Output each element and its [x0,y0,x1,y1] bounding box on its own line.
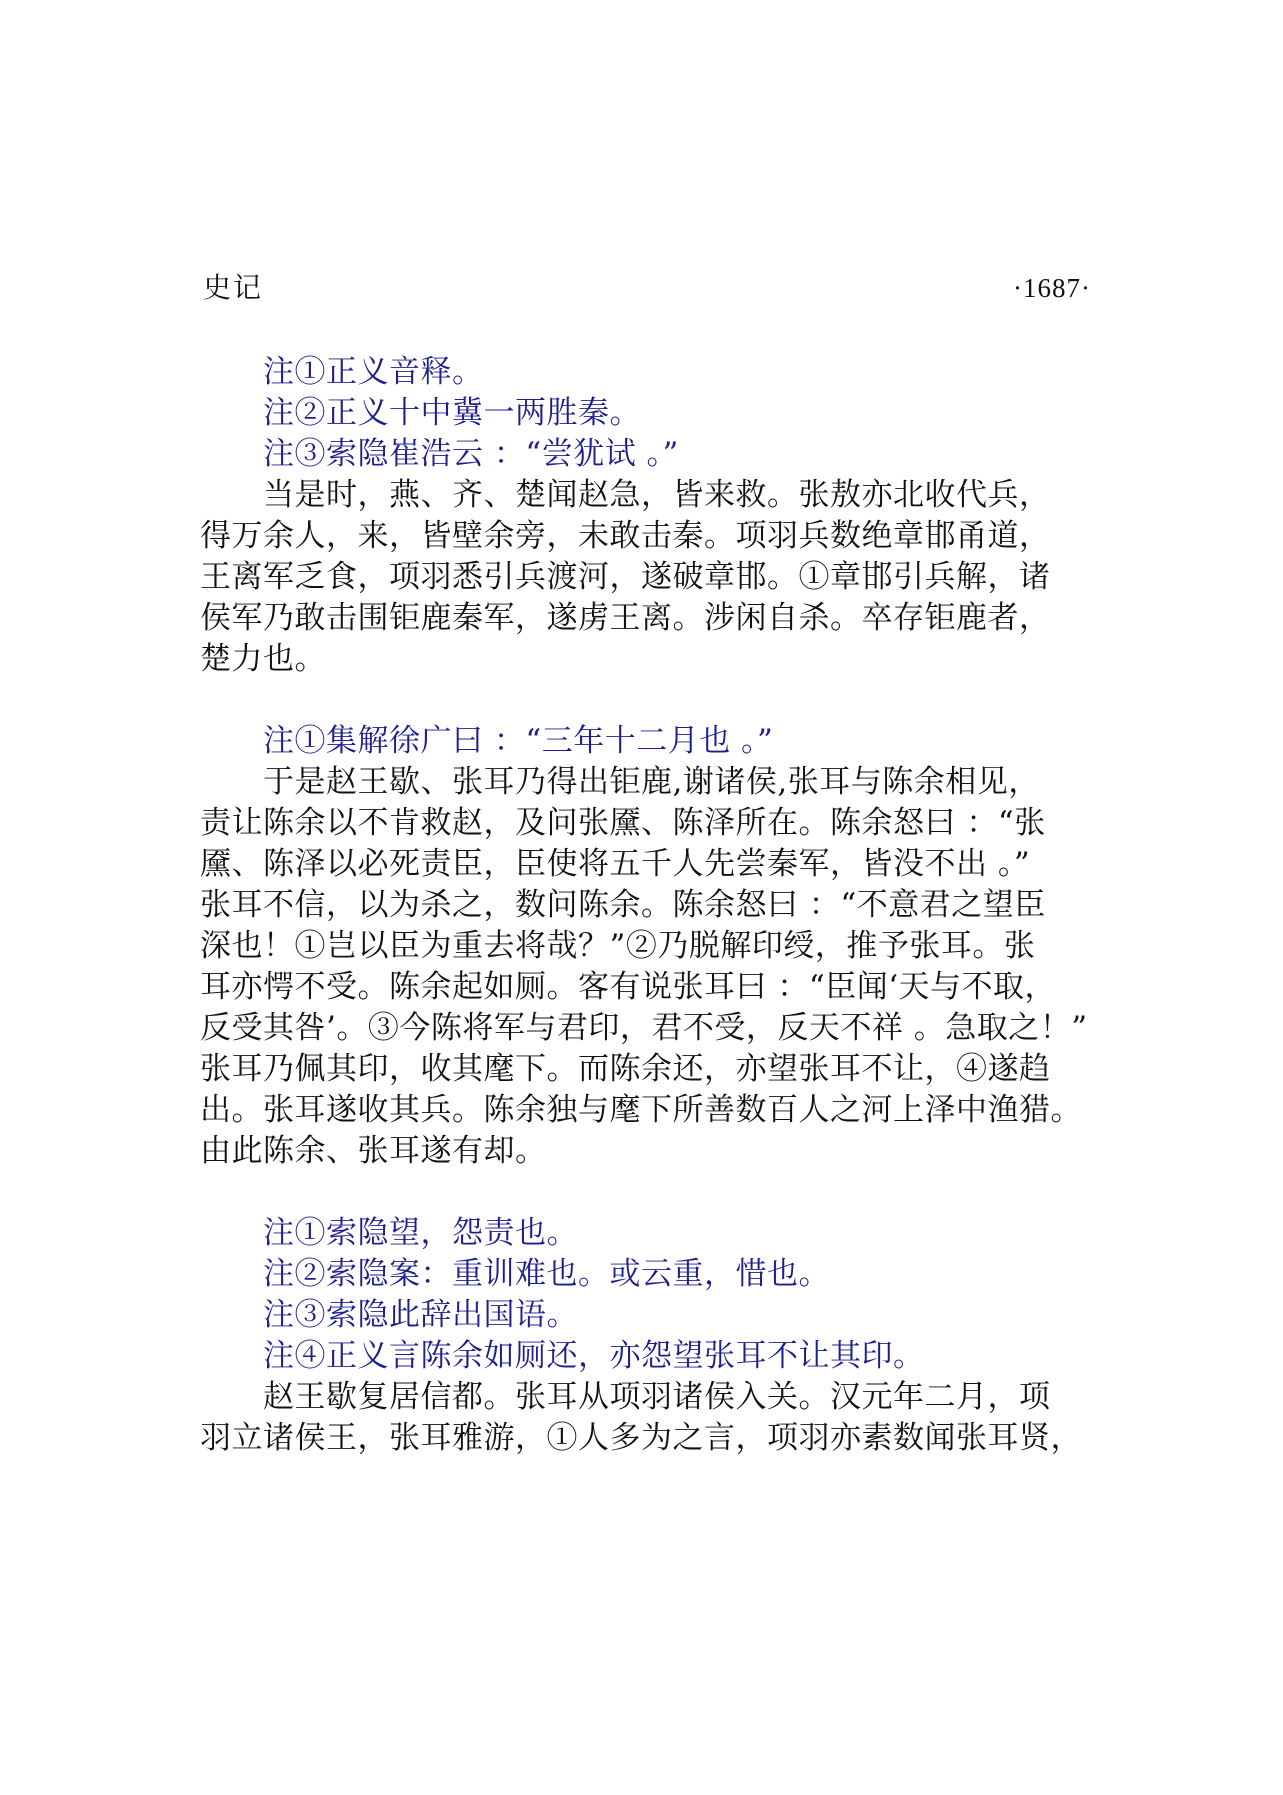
page-number: ·1687· [1013,273,1091,303]
footnote: 注②正义十中冀一两胜秦。 [263,395,641,431]
body-line: 黡、陈泽以必死责臣，臣使将五千人先尝秦军，皆没不出 。” [200,846,1031,882]
book-title: 史记 [203,271,264,304]
body-line: 耳亦愕不受。陈余起如厕。客有说张耳曰 ：“臣闻‘天与不取， [200,969,1057,1005]
page-header [203,268,1091,308]
body-line: 楚力也。 [200,641,326,677]
body-line: 得万余人，来，皆壁余旁，未敢击秦。项羽兵数绝章邯甬道， [200,518,1051,554]
body-line: 羽立诸侯王，张耳雅游，①人多为之言，项羽亦素数闻张耳贤， [200,1420,1082,1456]
footnote: 注③索隐此辞出国语。 [263,1297,578,1333]
body-line: 张耳乃佩其印，收其麾下。而陈余还，亦望张耳不让，④遂趋 [200,1051,1051,1087]
body-line: 反受其咎’。③今陈将军与君印，君不受，反天不祥 。急取之！” [200,1010,1088,1046]
body-line: 于是赵王歇、张耳乃得出钜鹿,谢诸侯,张耳与陈余相见， [263,764,1040,800]
footnote: 注①正义音释。 [263,354,484,390]
body-line: 出。张耳遂收其兵。陈余独与麾下所善数百人之河上泽中渔猎。 [200,1092,1082,1128]
body-line: 赵王歇复居信都。张耳从项羽诸侯入关。汉元年二月，项 [263,1379,1051,1415]
page-content [200,352,1135,1459]
footnote: 注①集解徐广曰 ：“三年十二月也 。” [263,723,774,759]
footnote: 注④正义言陈余如厕还，亦怨望张耳不让其印。 [263,1338,925,1374]
body-line: 责让陈余以不肯救赵，及问张黡、陈泽所在。陈余怒曰 ：“张 [200,805,1046,841]
body-line: 侯军乃敢击围钜鹿秦军，遂虏王离。涉闲自杀。卒存钜鹿者， [200,600,1051,636]
body-line: 由此陈余、张耳遂有却。 [200,1133,547,1169]
paragraph-gap [200,1172,1135,1213]
body-line: 深也！①岂以臣为重去将哉？”②乃脱解印绶，推予张耳。张 [200,928,1036,964]
body-line: 王离军乏食，项羽悉引兵渡河，遂破章邯。①章邯引兵解，诸 [200,559,1051,595]
footnote: 注③索隐崔浩云 ：“尝犹试 。” [263,436,679,472]
paragraph-gap [200,680,1135,721]
footnote: 注①索隐望，怨责也。 [263,1215,578,1251]
footnote: 注②索隐案：重训难也。或云重，惜也。 [263,1256,830,1292]
body-line: 当是时，燕、齐、楚闻赵急，皆来救。张敖亦北收代兵， [263,477,1051,513]
body-line: 张耳不信，以为杀之，数问陈余。陈余怒曰 ：“不意君之望臣 [200,887,1046,923]
